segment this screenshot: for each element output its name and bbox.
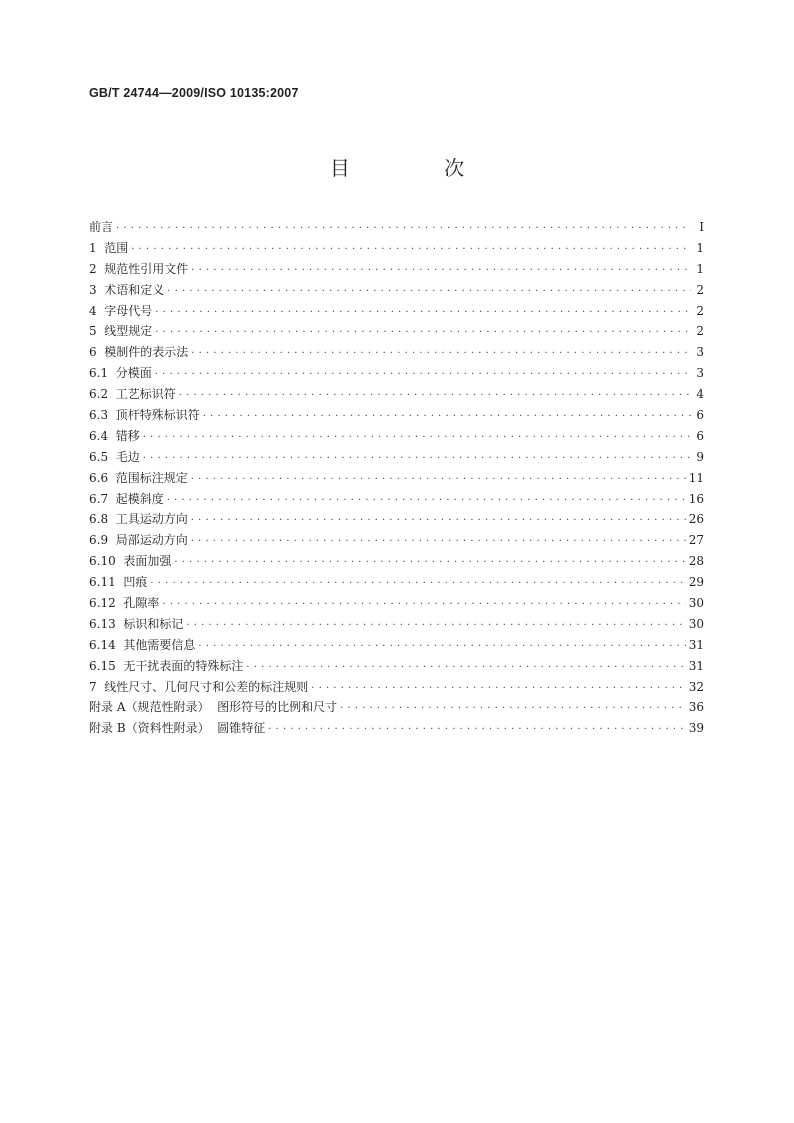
toc-entry-page: 9	[696, 449, 704, 464]
toc-entry-label: 规范性引用文件	[104, 261, 189, 276]
toc-leader-dots	[167, 282, 691, 303]
toc-leader-dots	[191, 532, 686, 553]
toc-entry-number: 6.9	[89, 533, 116, 548]
toc-leader-dots	[191, 261, 691, 282]
toc-entry-page: Ⅰ	[699, 220, 704, 234]
toc-entry-number: 6.4	[89, 428, 116, 443]
toc-entry-number: 6.12	[89, 596, 124, 611]
toc-entry-page: 30	[688, 616, 704, 631]
toc-entry-page: 1	[696, 261, 704, 276]
toc-entry[interactable]	[89, 635, 704, 656]
toc-entry-page: 2	[696, 282, 704, 297]
toc-entry-number: 1	[89, 240, 105, 255]
toc-entry-page: 39	[688, 721, 704, 736]
toc-leader-dots	[186, 616, 685, 637]
toc-entry-label: 凹痕	[123, 575, 148, 590]
toc-entry-label: 错移	[115, 428, 140, 443]
toc-leader-dots	[340, 699, 686, 720]
toc-entry-page: 6	[696, 428, 704, 443]
toc-entry-label: 顶杆特殊标识符	[115, 408, 200, 423]
toc-entry-number: 6.5	[89, 449, 116, 464]
toc-leader-dots	[191, 344, 691, 365]
toc-entry-label: 术语和定义	[104, 282, 165, 297]
toc-entry-page: 28	[688, 554, 704, 569]
toc-entry-number: 6	[89, 345, 105, 360]
toc-entry-number: 6.10	[89, 554, 124, 569]
toc-entry-label: 工艺标识符	[115, 387, 176, 402]
toc-leader-dots	[143, 428, 691, 449]
toc-entry[interactable]	[89, 217, 704, 238]
toc-entry[interactable]	[89, 301, 704, 322]
toc-leader-dots	[116, 219, 691, 240]
toc-entry[interactable]	[89, 342, 704, 363]
toc-entry-label: 分模面	[115, 366, 152, 381]
toc-leader-dots	[155, 365, 691, 386]
document-header: GB/T 24744—2009/ISO 10135:2007	[89, 86, 299, 100]
toc-entry-page: 32	[688, 679, 704, 694]
toc-entry-page: 2	[696, 303, 704, 318]
toc-entry-label: 孔隙率	[123, 596, 160, 611]
toc-entry-number: 6.3	[89, 408, 116, 423]
toc-entry[interactable]	[89, 468, 704, 489]
toc-entry[interactable]	[89, 384, 704, 405]
toc-entry-number: 6.7	[89, 491, 116, 506]
toc-leader-dots	[311, 679, 685, 700]
toc-entry[interactable]	[89, 718, 704, 739]
toc-leader-dots	[203, 407, 691, 428]
toc-entry-page: 1	[696, 240, 704, 255]
toc-leader-dots	[179, 386, 691, 407]
toc-entry-number: 6.15	[89, 658, 124, 673]
toc-entry-label: 表面加强	[123, 554, 172, 569]
toc-entry[interactable]	[89, 405, 704, 426]
toc-entry[interactable]	[89, 238, 704, 259]
toc-entry-number: 3	[89, 282, 105, 297]
toc-entry[interactable]	[89, 551, 704, 572]
toc-entry[interactable]	[89, 259, 704, 280]
toc-entry[interactable]	[89, 489, 704, 510]
toc-entry-page: 29	[688, 575, 704, 590]
toc-entry-number: 6.13	[89, 616, 124, 631]
toc-entry-page: 36	[688, 700, 704, 715]
toc-entry-label: 模制件的表示法	[104, 345, 189, 360]
toc-leader-dots	[246, 658, 685, 679]
page-title: 目 次	[329, 156, 509, 180]
toc-leader-dots	[131, 240, 691, 261]
toc-leader-dots	[191, 511, 686, 532]
toc-entry-number: 7	[89, 679, 105, 694]
toc-leader-dots	[162, 595, 685, 616]
toc-entry-number: 5	[89, 324, 105, 339]
toc-entry-label: 起模斜度	[115, 491, 164, 506]
toc-entry-page: 3	[696, 345, 704, 360]
toc-entry[interactable]	[89, 426, 704, 447]
toc-entry-number: 4	[89, 303, 105, 318]
toc-entry[interactable]	[89, 280, 704, 301]
toc-entry-page: 30	[688, 596, 704, 611]
toc-entry-page: 16	[688, 491, 704, 506]
table-of-contents	[89, 217, 704, 739]
toc-entry-page: 11	[688, 470, 704, 485]
toc-leader-dots	[143, 449, 691, 470]
toc-entry-label: 线型规定	[104, 324, 153, 339]
toc-entry-page: 26	[688, 512, 704, 527]
toc-entry-label: 局部运动方向	[115, 533, 188, 548]
toc-entry-page: 27	[688, 533, 704, 548]
toc-entry-number: 6.1	[89, 366, 116, 381]
toc-entry-label: 附录 B（资料性附录） 圆锥特征	[89, 721, 266, 736]
toc-entry-page: 3	[696, 366, 704, 381]
toc-entry-number: 6.11	[89, 575, 124, 590]
toc-entry[interactable]	[89, 509, 704, 530]
toc-entry-label: 字母代号	[104, 303, 153, 318]
toc-entry-label: 附录 A（规范性附录） 图形符号的比例和尺寸	[89, 700, 338, 715]
toc-leader-dots	[150, 574, 685, 595]
toc-entry-page: 2	[696, 324, 704, 339]
toc-entry-page: 6	[696, 408, 704, 423]
toc-leader-dots	[174, 553, 685, 574]
toc-entry[interactable]	[89, 447, 704, 468]
toc-entry-number: 6.6	[89, 470, 116, 485]
toc-leader-dots	[155, 323, 691, 344]
toc-entry-page: 4	[696, 387, 704, 402]
toc-entry[interactable]	[89, 697, 704, 718]
toc-leader-dots	[198, 637, 685, 658]
toc-entry-label: 无干扰表面的特殊标注	[123, 658, 244, 673]
toc-entry-label: 前言	[89, 220, 114, 234]
toc-entry[interactable]	[89, 677, 704, 698]
toc-entry-label: 范围标注规定	[115, 470, 188, 485]
toc-entry[interactable]	[89, 572, 704, 593]
toc-entry[interactable]	[89, 614, 704, 635]
toc-leader-dots	[191, 470, 686, 491]
toc-entry-page: 31	[688, 637, 704, 652]
toc-entry[interactable]	[89, 530, 704, 551]
toc-entry-page: 31	[688, 658, 704, 673]
toc-entry-label: 范围	[104, 240, 129, 255]
toc-entry-label: 其他需要信息	[123, 637, 196, 652]
toc-entry-label: 标识和标记	[123, 616, 184, 631]
toc-leader-dots	[268, 720, 685, 741]
toc-entry[interactable]	[89, 363, 704, 384]
toc-leader-dots	[155, 303, 691, 324]
toc-entry[interactable]	[89, 656, 704, 677]
toc-entry[interactable]	[89, 321, 704, 342]
toc-entry-label: 毛边	[115, 449, 140, 464]
toc-entry-number: 2	[89, 261, 105, 276]
toc-leader-dots	[167, 491, 686, 512]
toc-entry[interactable]	[89, 593, 704, 614]
toc-entry-label: 工具运动方向	[115, 512, 188, 527]
toc-entry-label: 线性尺寸、几何尺寸和公差的标注规则	[104, 679, 309, 694]
toc-entry-number: 6.14	[89, 637, 124, 652]
toc-entry-number: 6.8	[89, 512, 116, 527]
toc-entry-number: 6.2	[89, 387, 116, 402]
